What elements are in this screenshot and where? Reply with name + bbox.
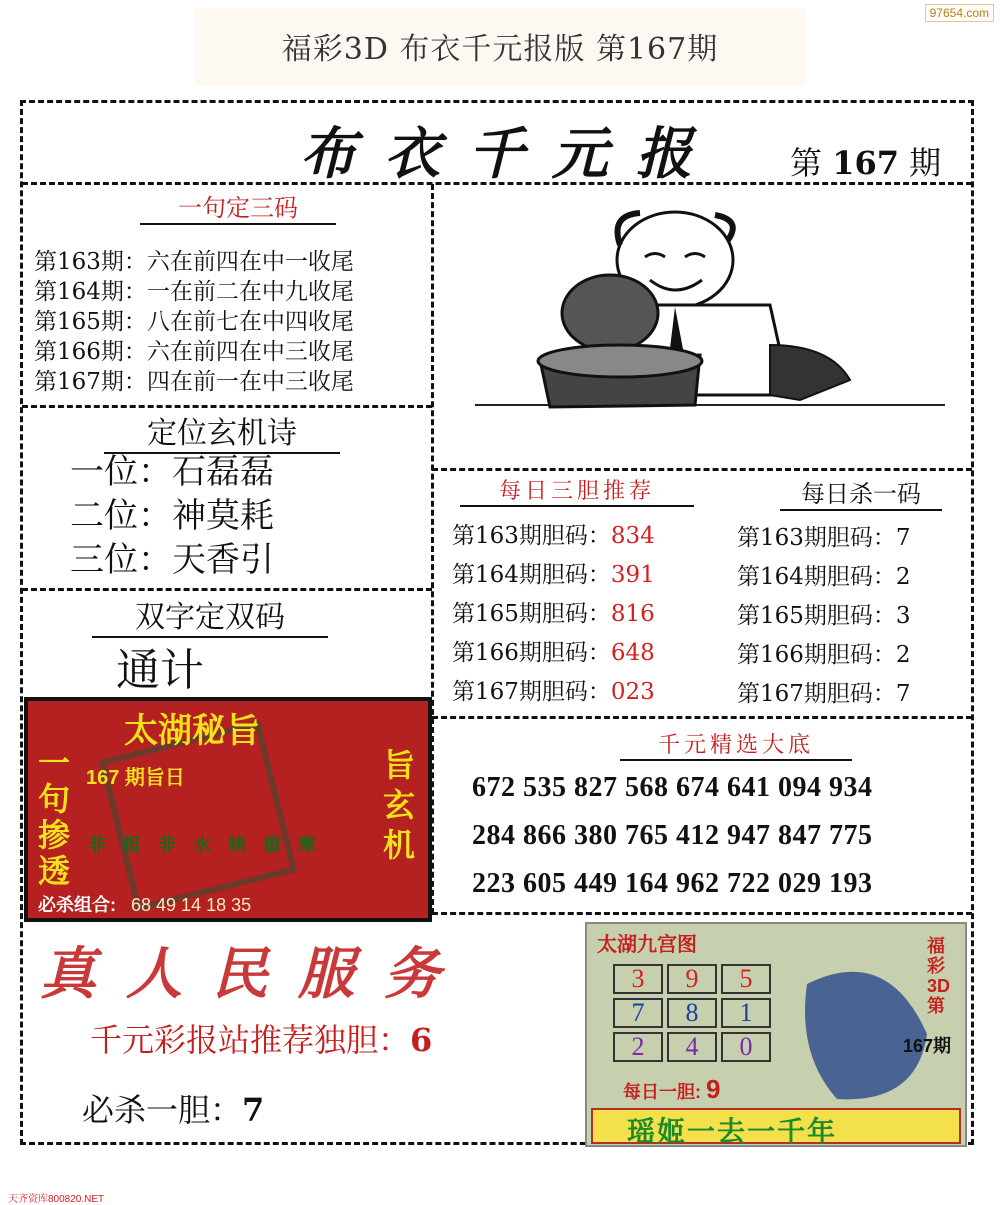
taihu-kill — [38, 891, 251, 917]
list-item: 284 866 380 765 412 947 847 775 — [472, 820, 873, 851]
divider-right-1 — [432, 468, 972, 471]
list-item: 第166期：六在前四在中三收尾 — [34, 339, 354, 365]
grid-cell: 8 — [667, 998, 717, 1028]
list-item: 第165期：八在前七在中四收尾 — [34, 309, 354, 335]
row-label: 第167期胆码： — [737, 681, 896, 707]
double-value: 通计 — [116, 645, 204, 696]
brand-title: 布衣千元报 — [300, 121, 720, 187]
site-watermark: 97654.com — [925, 4, 994, 22]
grid-cell: 3 — [613, 964, 663, 994]
taihu-kill-numbers: 68 49 14 18 35 — [131, 895, 252, 915]
grid-title: 太湖九宫图 — [597, 934, 697, 956]
recommend-kill-label: 必杀一胆： — [82, 1091, 243, 1129]
recommend-kill-value: 7 — [242, 1091, 265, 1129]
grid-side-text: 福彩3D第 — [927, 936, 951, 1016]
list-item: 第163期：六在前四在中一收尾 — [34, 249, 354, 275]
row-value: 391 — [610, 562, 655, 588]
one-sentence-list — [34, 247, 354, 397]
list-item — [737, 558, 911, 597]
divider-right-3 — [432, 912, 972, 915]
daily-three-title: 每日三胆推荐 — [460, 474, 694, 507]
row-value: 2 — [895, 642, 911, 668]
grid-cell: 5 — [721, 964, 771, 994]
taihu-right-text: 旨玄机 — [383, 747, 416, 863]
row-label: 第165期胆码： — [737, 603, 896, 629]
list-item: 223 605 449 164 962 722 029 193 — [472, 868, 873, 899]
recommend-single-value: 6 — [410, 1021, 433, 1059]
base-title: 千元精选大底 — [620, 728, 852, 761]
row-value: 648 — [610, 640, 655, 666]
issue-number — [790, 138, 941, 184]
poem-list — [70, 450, 274, 582]
row-label: 第166期胆码： — [452, 640, 611, 666]
row-label: 第163期胆码： — [452, 523, 611, 549]
row-label: 第164期胆码： — [452, 562, 611, 588]
brush-slogan: 真人民服务 — [40, 941, 470, 1007]
taihu-panel — [24, 697, 432, 922]
grid-daily-value: 9 — [706, 1074, 721, 1104]
list-item: 第167期：四在前一在中三收尾 — [34, 369, 354, 395]
taihu-issue: 167 期旨日 — [86, 767, 185, 789]
recommend-single-label: 千元彩报站推荐独胆： — [90, 1021, 411, 1059]
issue-suffix: 期 — [909, 144, 942, 182]
list-item — [452, 634, 655, 673]
grid-daily — [623, 1074, 720, 1105]
row-value: 834 — [610, 523, 655, 549]
list-item: 第164期：一在前二在中九收尾 — [34, 279, 354, 305]
divider-left-2 — [22, 588, 432, 591]
page-title: 福彩3D 布衣千元报版 第167期 — [281, 32, 719, 67]
list-item — [452, 517, 655, 556]
grid-issue: 167期 — [903, 1036, 952, 1056]
daily-kill-title: 每日杀一码 — [780, 474, 942, 511]
nine-grid-panel — [585, 922, 967, 1147]
grid-cell: 0 — [721, 1032, 771, 1062]
list-item — [452, 556, 655, 595]
list-item — [737, 675, 911, 714]
issue-number-value: 167 — [832, 144, 899, 182]
grid-cell: 1 — [721, 998, 771, 1028]
poem-title: 定位玄机诗 — [104, 408, 340, 454]
list-item: 二位：神莫耗 — [70, 496, 274, 536]
grid-cell: 7 — [613, 998, 663, 1028]
row-label: 第167期胆码： — [452, 679, 611, 705]
grid-banner: 瑶姬一去一千年 — [627, 1116, 838, 1147]
list-item — [452, 673, 655, 712]
row-label: 第166期胆码： — [737, 642, 896, 668]
row-value: 7 — [895, 525, 911, 551]
divider-right-2 — [432, 716, 972, 719]
grid-daily-label: 每日一胆: — [623, 1082, 701, 1102]
row-label: 第163期胆码： — [737, 525, 896, 551]
cartoon-illustration — [470, 195, 950, 455]
footer-text: 天齐资库800820.NET — [8, 1194, 105, 1205]
list-item — [452, 595, 655, 634]
taihu-hint: 非 报 非 水 映 窗 寒 — [88, 835, 323, 855]
daily-three-list — [452, 517, 655, 712]
list-item: 一位：石磊磊 — [70, 452, 274, 492]
list-item: 672 535 827 568 674 641 094 934 — [472, 772, 873, 803]
row-value: 816 — [610, 601, 655, 627]
grid-cell: 9 — [667, 964, 717, 994]
one-sentence-title: 一句定三码 — [140, 188, 336, 225]
grid-cell: 2 — [613, 1032, 663, 1062]
list-item — [737, 636, 911, 675]
issue-prefix: 第 — [790, 144, 823, 182]
row-value: 023 — [610, 679, 655, 705]
list-item: 三位：天香引 — [70, 540, 274, 580]
list-item — [737, 519, 911, 558]
taihu-left-text: 一句掺透 — [38, 745, 71, 889]
base-list — [472, 764, 873, 908]
taihu-title: 太湖秘旨 — [124, 712, 260, 750]
daily-kill-list — [737, 519, 911, 714]
row-value: 2 — [895, 564, 911, 590]
recommend-single — [90, 1015, 432, 1061]
row-label: 第165期胆码： — [452, 601, 611, 627]
row-value: 3 — [895, 603, 911, 629]
list-item — [737, 597, 911, 636]
double-title: 双字定双码 — [92, 592, 328, 638]
row-value: 7 — [895, 681, 911, 707]
grid-cell: 4 — [667, 1032, 717, 1062]
recommend-kill — [82, 1085, 264, 1131]
row-label: 第164期胆码： — [737, 564, 896, 590]
taihu-kill-label: 必杀组合: — [38, 895, 116, 915]
